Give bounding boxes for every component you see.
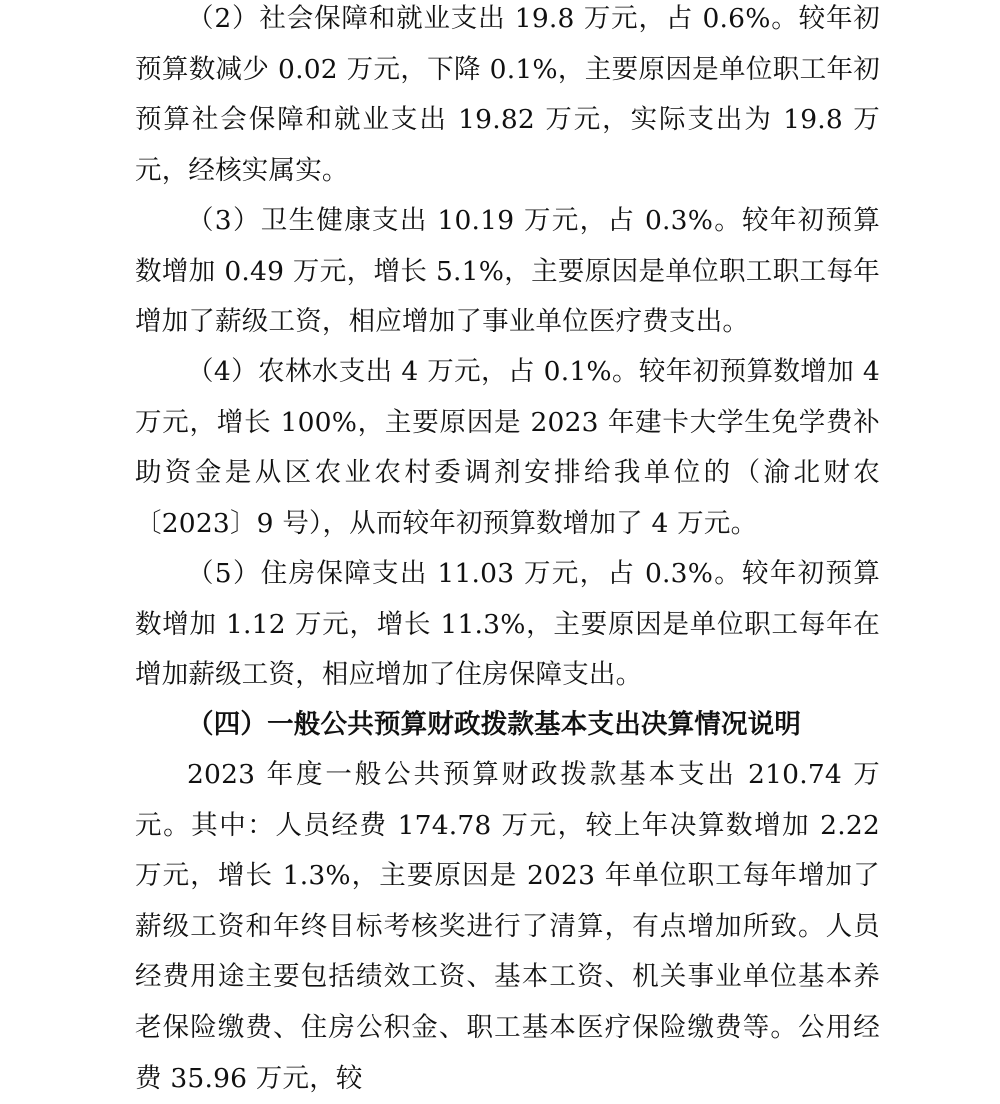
paragraph-social-security: （2）社会保障和就业支出 19.8 万元，占 0.6%。较年初预算数减少 0.02 万元，下降 0.1%，主要原因是单位职工年初预算社会保障和就业支出 19.82 万元，实际支出为 19.8 万元，经核实属实。 (135, 3, 880, 186)
paragraph-basic-expenditure: 2023 年度一般公共预算财政拨款基本支出 210.74 万元。其中：人员经费 174.78 万元，较上年决算数增加 2.22 万元，增长 1.3%，主要原因是 2023 年单位职工每年增加了薪级工资和年终目标考核奖进行了清算，有点增加所致。人员经费用途主要包括绩效工资、基本工资、机关事业单位基本养老保险缴费、住房公积金、职工基本医疗保险缴费等。公用经费 35.96 万元，较 (135, 759, 880, 1094)
paragraph-agriculture: （4）农林水支出 4 万元，占 0.1%。较年初预算数增加 4 万元，增长 100%，主要原因是 2023 年建卡大学生免学费补助资金是从区农业农村委调剂安排给我单位的（渝北财农〔2023〕9 号），从而较年初预算数增加了 4 万元。 (135, 356, 880, 539)
paragraph-health: （3）卫生健康支出 10.19 万元，占 0.3%。较年初预算数增加 0.49 万元，增长 5.1%，主要原因是单位职工职工每年增加了薪级工资，相应增加了事业单位医疗费支出。 (135, 205, 880, 338)
paragraph-housing: （5）住房保障支出 11.03 万元，占 0.3%。较年初预算数增加 1.12 万元，增长 11.3%，主要原因是单位职工每年在增加薪级工资，相应增加了住房保障支出。 (135, 558, 880, 691)
section-heading: （四）一般公共预算财政拨款基本支出决算情况说明 (187, 709, 802, 740)
